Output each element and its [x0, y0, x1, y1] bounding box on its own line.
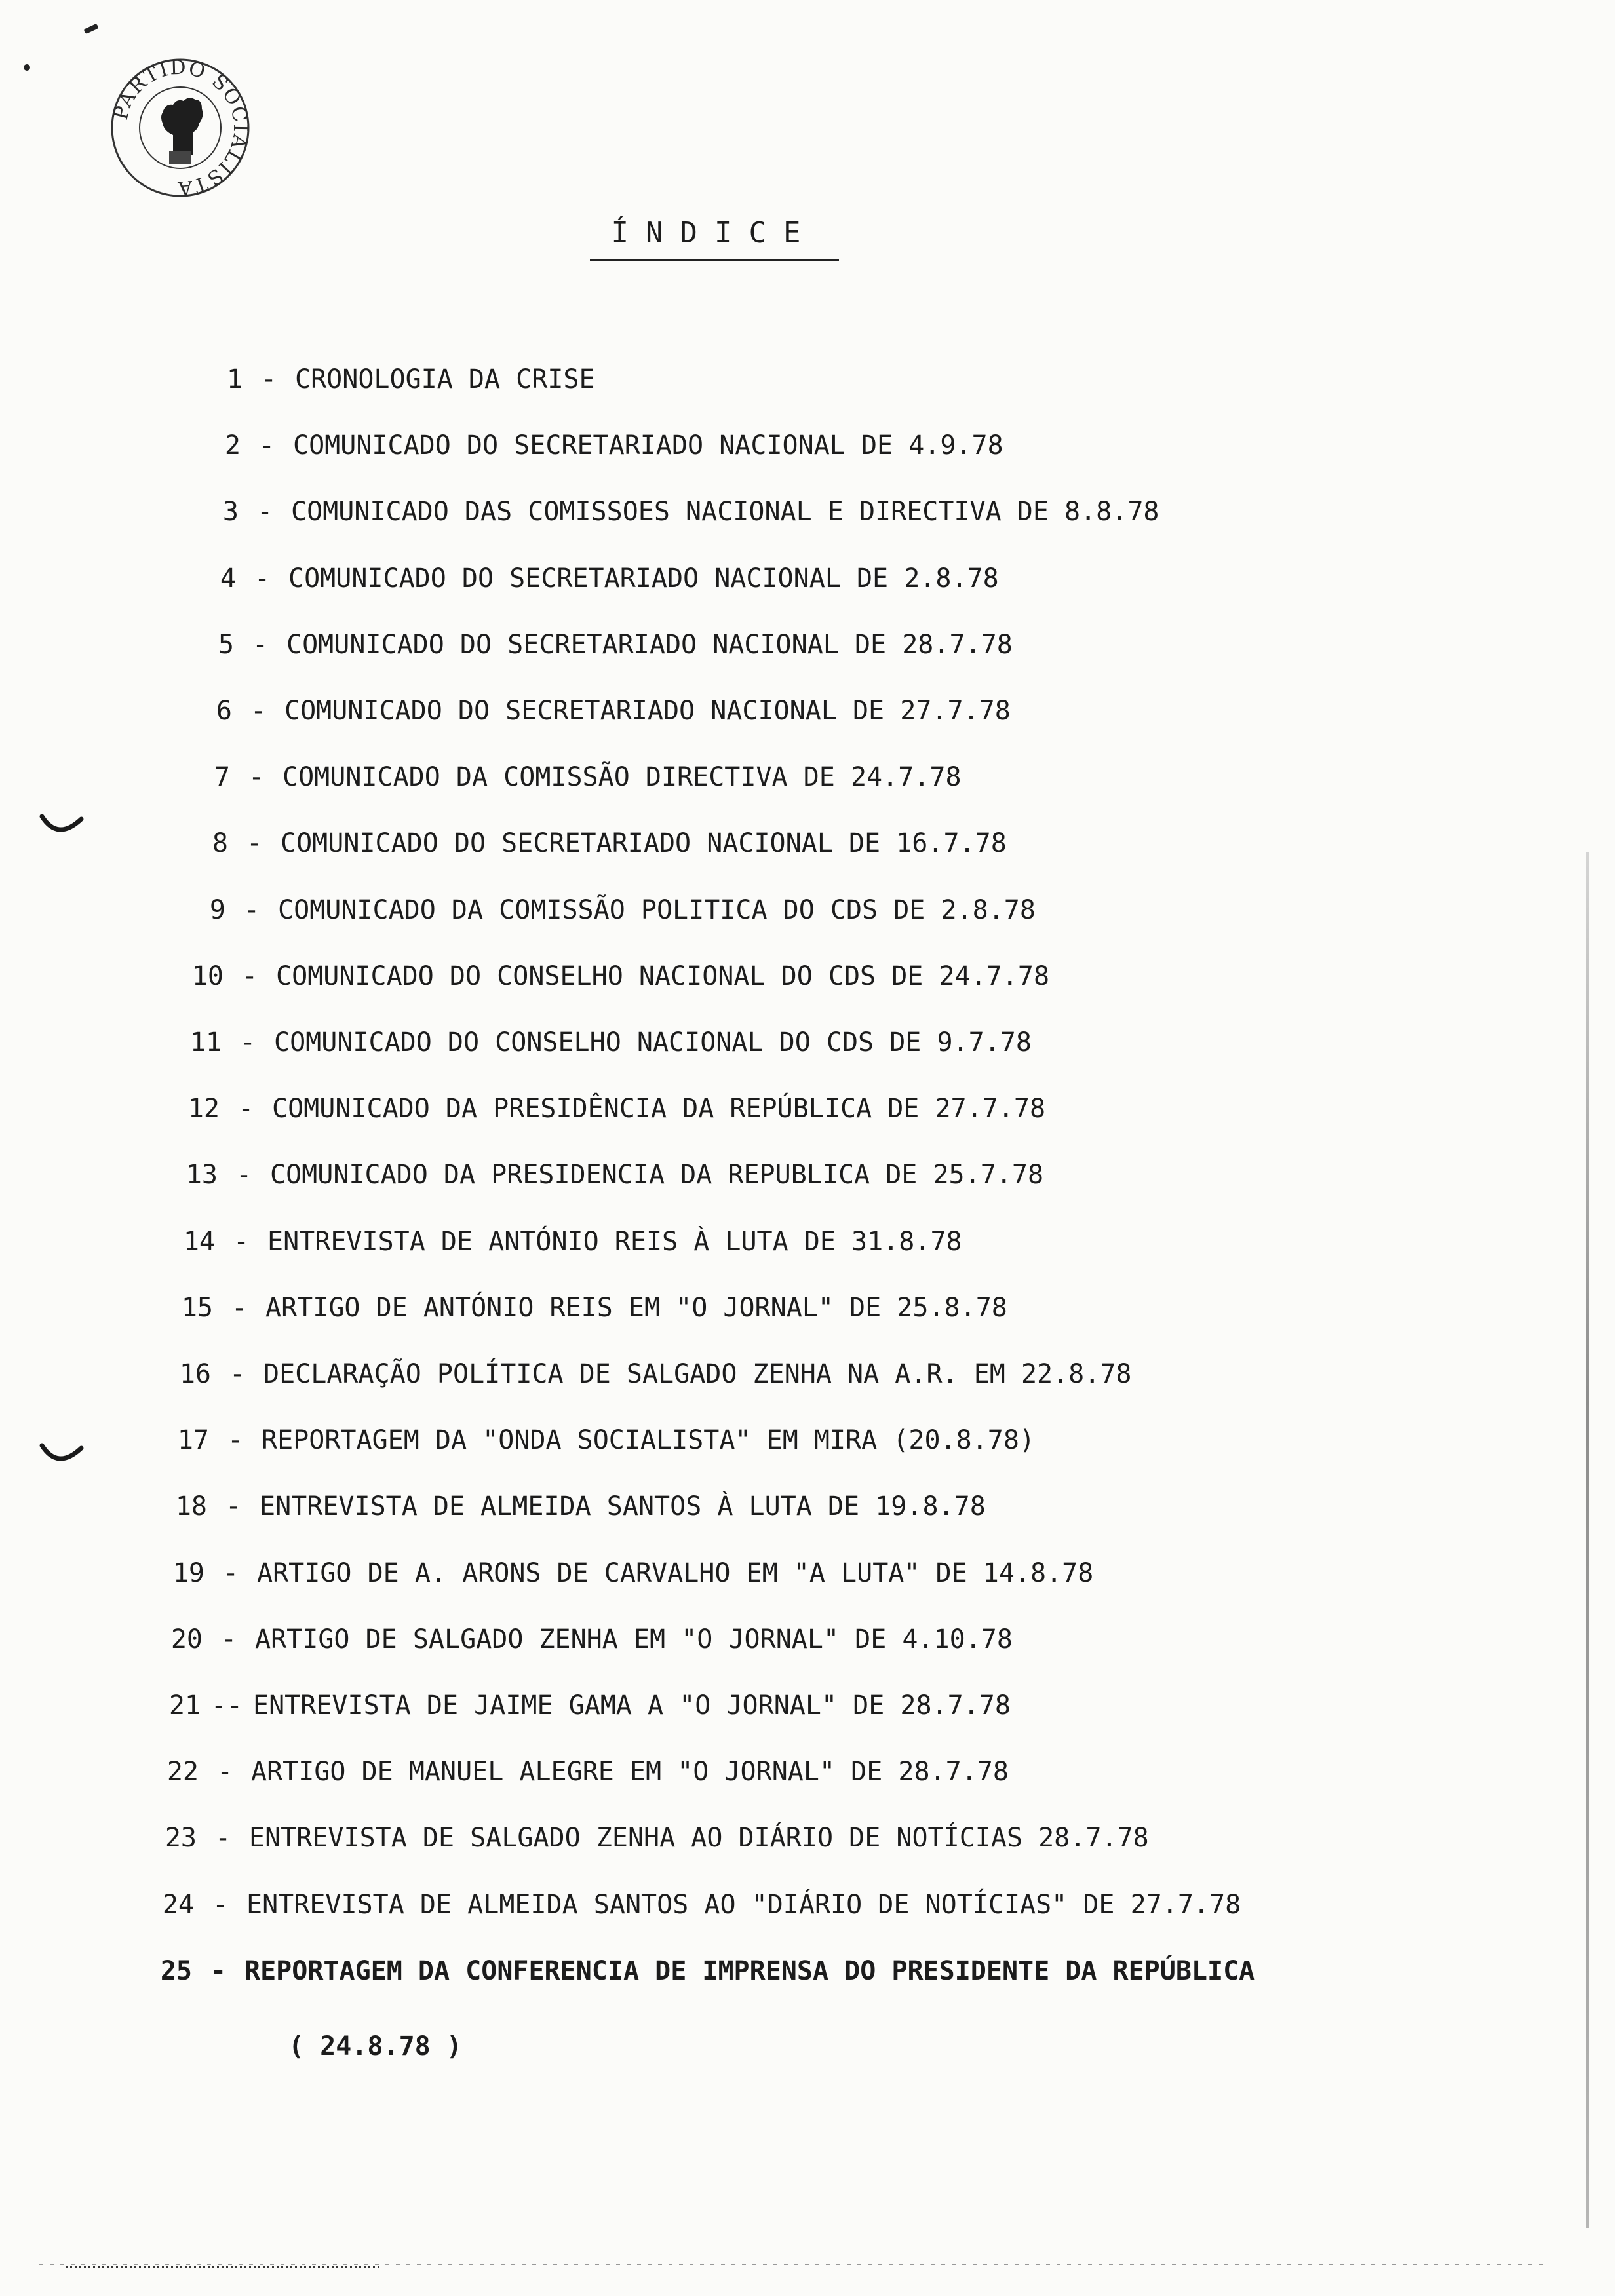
index-entry — [141, 1093, 1045, 1124]
partido-socialista-logo — [105, 52, 256, 203]
entry-title: COMUNICADO DO SECRETARIADO NACIONAL DE 4.9.78 — [293, 430, 1003, 461]
scan-edge-shadow — [1586, 852, 1589, 2228]
entry-title: DECLARAÇÃO POLÍTICA DE SALGADO ZENHA NA A.R. EM 22.8.78 — [263, 1359, 1132, 1389]
entry-number: 24 — [162, 1890, 194, 1920]
entry-title: REPORTAGEM DA "ONDA SOCIALISTA" EM MIRA (20.8.78) — [262, 1425, 1036, 1455]
entry-number: 20 — [170, 1624, 203, 1655]
entry-dash: - — [229, 1359, 246, 1389]
entry-title: COMUNICADO DO SECRETARIADO NACIONAL DE 16.7.78 — [281, 828, 1007, 858]
entry-number: 21 — [168, 1691, 201, 1721]
entry-title: COMUNICADO DO SECRETARIADO NACIONAL DE 27.7.78 — [284, 696, 1011, 726]
entry-title: COMUNICADO DO SECRETARIADO NACIONAL DE 2.8.78 — [288, 564, 999, 594]
entry-number: 12 — [187, 1094, 220, 1124]
index-entry — [126, 1558, 1093, 1589]
index-entry — [136, 1226, 962, 1257]
index-entry — [157, 563, 999, 594]
index-entry — [124, 1624, 1013, 1655]
index-entry — [151, 761, 962, 793]
index-entry — [162, 430, 1003, 461]
entry-title: ENTREVISTA DE ALMEIDA SANTOS AO "DIÁRIO DE NOTÍCIAS" DE 27.7.78 — [246, 1890, 1241, 1920]
entry-title: COMUNICADO DA COMISSÃO POLITICA DO CDS DE 2.8.78 — [278, 895, 1036, 925]
index-entry — [160, 496, 1159, 527]
index-entry — [139, 1159, 1043, 1191]
entry-dash: - — [220, 1624, 237, 1655]
entry-dash: - — [227, 1425, 244, 1455]
entry-dash: - — [241, 961, 258, 991]
entry-25-continuation: ( 24.8.78 ) — [288, 2031, 462, 2061]
index-entry — [122, 1690, 1011, 1721]
entry-dash: - — [222, 1558, 239, 1588]
entry-dash: - — [212, 1890, 229, 1920]
index-entry — [143, 1027, 1032, 1058]
entry-dash: - — [250, 696, 267, 726]
entry-title: REPORTAGEM DA CONFERENCIA DE IMPRENSA DO PRESIDENTE DA REPÚBLICA — [244, 1956, 1255, 1986]
entry-dash: - — [256, 497, 273, 527]
binding-hole-mark — [38, 813, 84, 839]
index-entry — [128, 1491, 986, 1522]
entry-title: COMUNICADO DA COMISSÃO DIRECTIVA DE 24.7.78 — [282, 762, 962, 792]
index-entry — [113, 1955, 1255, 1987]
entry-dash: - — [233, 1227, 250, 1257]
index-entry — [120, 1756, 1009, 1788]
entry-number: 8 — [212, 828, 228, 858]
ink-speck — [83, 24, 98, 35]
index-title — [590, 216, 839, 261]
entry-number: 1 — [226, 364, 243, 394]
entry-number: 13 — [185, 1160, 218, 1190]
entry-title: COMUNICADO DO CONSELHO NACIONAL DO CDS DE 9.7.78 — [274, 1027, 1032, 1058]
entry-title: ENTREVISTA DE ALMEIDA SANTOS À LUTA DE 19.8.78 — [260, 1491, 986, 1521]
entry-dash: - — [237, 1094, 254, 1124]
entry-dash: - — [260, 364, 277, 394]
entry-title: COMUNICADO DA PRESIDENCIA DA REPUBLICA DE 25.7.78 — [270, 1160, 1044, 1190]
entry-dash: - — [231, 1293, 248, 1323]
index-entry — [118, 1822, 1149, 1854]
binding-hole-mark — [38, 1442, 84, 1468]
entry-number: 22 — [166, 1757, 199, 1787]
entry-dash: - — [210, 1956, 227, 1986]
index-entry — [155, 629, 1013, 660]
entry-dash: - — [248, 762, 265, 792]
entry-number: 19 — [172, 1558, 204, 1588]
scan-noise-strip — [39, 2244, 1547, 2270]
entry-title: COMUNICADO DAS COMISSOES NACIONAL E DIRECTIVA DE 8.8.78 — [291, 497, 1159, 527]
page-title: ÍNDICE — [590, 216, 839, 261]
entry-number: 15 — [181, 1293, 213, 1323]
index-entry — [149, 828, 1007, 859]
entry-number: 5 — [218, 630, 234, 660]
entry-number: 9 — [209, 895, 225, 925]
index-entry — [164, 364, 595, 395]
index-entry — [130, 1425, 1035, 1456]
entry-dash: - — [214, 1823, 231, 1853]
entry-title: ARTIGO DE ANTÓNIO REIS EM "O JORNAL" DE 25.8.78 — [265, 1293, 1007, 1323]
entry-title: ENTREVISTA DE JAIME GAMA A "O JORNAL" DE 28.7.78 — [253, 1691, 1011, 1721]
entry-number: 7 — [214, 762, 230, 792]
index-entry — [132, 1358, 1132, 1390]
entry-title: ARTIGO DE MANUEL ALEGRE EM "O JORNAL" DE 28.7.78 — [251, 1757, 1009, 1787]
entry-number: 3 — [222, 497, 239, 527]
entry-dash: - — [252, 630, 269, 660]
index-entry — [153, 695, 1011, 727]
entry-title: COMUNICADO DA PRESIDÊNCIA DA REPÚBLICA DE 27.7.78 — [272, 1094, 1046, 1124]
index-entry — [145, 961, 1049, 992]
index-entry — [115, 1889, 1241, 1921]
entry-dash: - — [239, 1027, 256, 1058]
entry-number: 11 — [189, 1027, 222, 1058]
entry-title: ENTREVISTA DE SALGADO ZENHA AO DIÁRIO DE NOTÍCIAS 28.7.78 — [249, 1823, 1149, 1853]
entry-number: 17 — [177, 1425, 209, 1455]
entry-title: COMUNICADO DO SECRETARIADO NACIONAL DE 28.7.78 — [286, 630, 1013, 660]
entry-dash: - — [216, 1757, 233, 1787]
fist-icon — [161, 98, 203, 164]
entry-title: ENTREVISTA DE ANTÓNIO REIS À LUTA DE 31.8.78 — [267, 1227, 962, 1257]
entry-number: 10 — [191, 961, 224, 991]
index-entry — [134, 1292, 1007, 1324]
entry-number: 16 — [179, 1359, 211, 1389]
entry-number: 25 — [160, 1956, 192, 1986]
entry-title: COMUNICADO DO CONSELHO NACIONAL DO CDS DE 24.7.78 — [276, 961, 1050, 991]
entry-number: 14 — [183, 1227, 215, 1257]
entry-dash: - — [225, 1491, 242, 1521]
entry-dash: - — [243, 895, 260, 925]
entry-dash: -- — [210, 1691, 243, 1721]
entry-number: 18 — [175, 1491, 207, 1521]
entry-dash: - — [254, 564, 271, 594]
entry-dash: - — [246, 828, 263, 858]
entry-title: ARTIGO DE A. ARONS DE CARVALHO EM "A LUTA" DE 14.8.78 — [257, 1558, 1094, 1588]
entry-title: CRONOLOGIA DA CRISE — [295, 364, 595, 394]
entry-number: 23 — [165, 1823, 197, 1853]
index-entry — [147, 894, 1036, 926]
entry-title: ARTIGO DE SALGADO ZENHA EM "O JORNAL" DE 4.10.78 — [255, 1624, 1013, 1655]
entry-number: 2 — [224, 430, 241, 461]
entry-dash: - — [235, 1160, 252, 1190]
entry-dash: - — [258, 430, 275, 461]
svg-text:PARTIDO SOCIALISTA: PARTIDO SOCIALISTA — [109, 56, 252, 200]
entry-number: 6 — [216, 696, 232, 726]
ink-dot — [24, 64, 30, 71]
entry-number: 4 — [220, 564, 236, 594]
